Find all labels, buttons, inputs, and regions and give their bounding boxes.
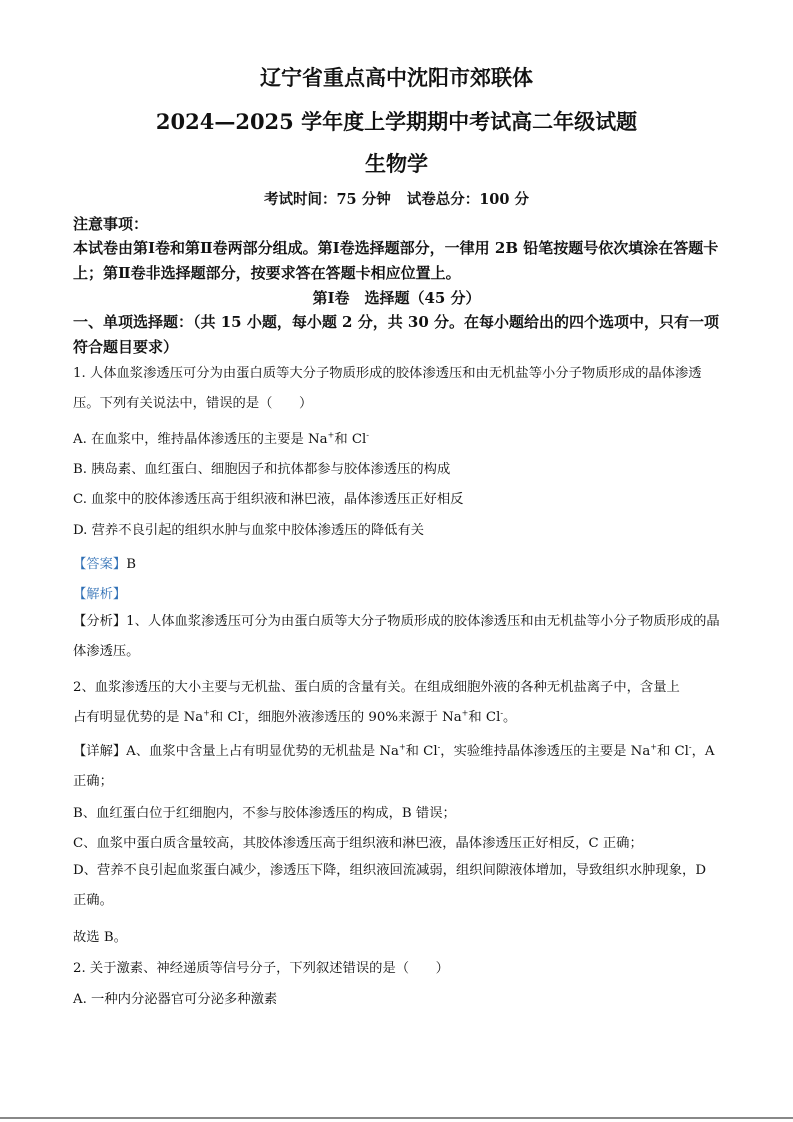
- text-segment: ，细胞外液渗透压的 90%来源于 Na: [244, 710, 462, 725]
- question-1-stem: 1. 人体血浆渗透压可分为由蛋白质等大分子物质形成的胶体渗透压和由无机盐等小分子物质形成的晶体渗透压。下列有关说法中，错误的是（ ）: [73, 366, 702, 411]
- question-2-stem: 2. 关于激素、神经递质等信号分子，下列叙述错误的是（ ）: [73, 961, 449, 976]
- detail-c: C、血浆中蛋白质含量较高，其胶体渗透压高于组织液和淋巴液，晶体渗透压正好相反，C 正确；: [73, 836, 643, 851]
- question-2-option-a: A. 一种内分泌器官可分泌多种激素: [73, 992, 278, 1007]
- section-instructions: 一、单项选择题：（共 15 小题，每小题 2 分，共 30 分。在每小题给出的四个选项中，只有一项符合题目要求）: [73, 313, 720, 356]
- page-bottom-rule: [0, 1117, 793, 1119]
- exam-school-title: 辽宁省重点高中沈阳市郊联体: [260, 65, 533, 90]
- text-segment: 【详解】A、血浆中含量上占有明显优势的无机盐是 Na: [73, 744, 399, 759]
- notice-heading: 注意事项：: [73, 215, 149, 233]
- question-1-option-d: D. 营养不良引起的组织水肿与血浆中胶体渗透压的降低有关: [73, 523, 425, 538]
- superscript-minus: -: [241, 708, 245, 718]
- analysis-point-2-line-1: 2、血浆渗透压的大小主要与无机盐、蛋白质的含量有关。在组成细胞外液的各种无机盐离子中，含量上: [73, 680, 680, 695]
- detail-d: D、营养不良引起血浆蛋白减少，渗透压下降，组织液回流减弱，组织间隙液体增加，导致组织水肿现象，D 正确。: [73, 863, 706, 908]
- superscript-minus: -: [366, 430, 369, 440]
- superscript-plus: +: [461, 708, 469, 718]
- text-segment: 和 Cl: [405, 744, 438, 759]
- detail-a-line-1: [73, 740, 715, 759]
- analysis-point-2-line-2: [73, 706, 516, 725]
- superscript-minus: -: [437, 742, 441, 752]
- analysis-label: 【解析】: [73, 587, 127, 602]
- question-1-option-a: [73, 428, 369, 447]
- detail-b: B、血红蛋白位于红细胞内，不参与胶体渗透压的构成，B 错误；: [73, 806, 456, 821]
- notice-text: 本试卷由第Ⅰ卷和第Ⅱ卷两部分组成。第Ⅰ卷选择题部分，一律用 2B 铅笔按题号依次填涂在答题卡上；第Ⅱ卷非选择题部分，按要求答在答题卡相应位置上。: [73, 239, 719, 282]
- text-segment: ，实验维持晶体渗透压的主要是 Na: [440, 744, 651, 759]
- superscript-plus: +: [650, 742, 657, 752]
- exam-subject-title: 生物学: [365, 151, 428, 176]
- text-segment: 占有明显优势的是 Na: [73, 710, 204, 725]
- conclusion: 故选 B。: [73, 930, 127, 945]
- analysis-point-1: 【分析】1、人体血浆渗透压可分为由蛋白质等大分子物质形成的胶体渗透压和由无机盐等小分子物质形成的晶体渗透压。: [73, 614, 720, 659]
- exam-time: 考试时间：75 分钟: [263, 191, 391, 208]
- text-segment: 。: [503, 710, 517, 725]
- exam-meta: [0, 188, 793, 209]
- text-segment: ，A: [691, 744, 715, 759]
- exam-score: 试卷总分：100 分: [406, 191, 530, 208]
- superscript-minus: -: [500, 708, 504, 718]
- option-a-text: A. 在血浆中，维持晶体渗透压的主要是 Na: [73, 432, 328, 447]
- text-segment: 和 Cl: [656, 744, 689, 759]
- superscript-minus: -: [688, 742, 692, 752]
- exam-term-title: 2024—2025 学年度上学期期中考试高二年级试题: [155, 109, 638, 134]
- question-1-option-c: C. 血浆中的胶体渗透压高于组织液和淋巴液，晶体渗透压正好相反: [73, 492, 464, 507]
- superscript-plus: +: [327, 430, 335, 440]
- question-1-option-b: B. 胰岛素、血红蛋白、细胞因子和抗体都参与胶体渗透压的构成: [73, 462, 451, 477]
- superscript-plus: +: [398, 742, 406, 752]
- detail-a-line-2: 正确；: [73, 774, 113, 789]
- answer-label: 【答案】: [73, 557, 127, 572]
- text-segment: 和 Cl: [209, 710, 242, 725]
- option-a-text-2: 和 Cl: [334, 432, 367, 447]
- superscript-plus: +: [203, 708, 210, 718]
- answer-row: [73, 553, 136, 572]
- text-segment: 和 Cl: [468, 710, 501, 725]
- section-title: 第Ⅰ卷 选择题（45 分）: [312, 289, 481, 307]
- answer-value: B: [126, 557, 136, 572]
